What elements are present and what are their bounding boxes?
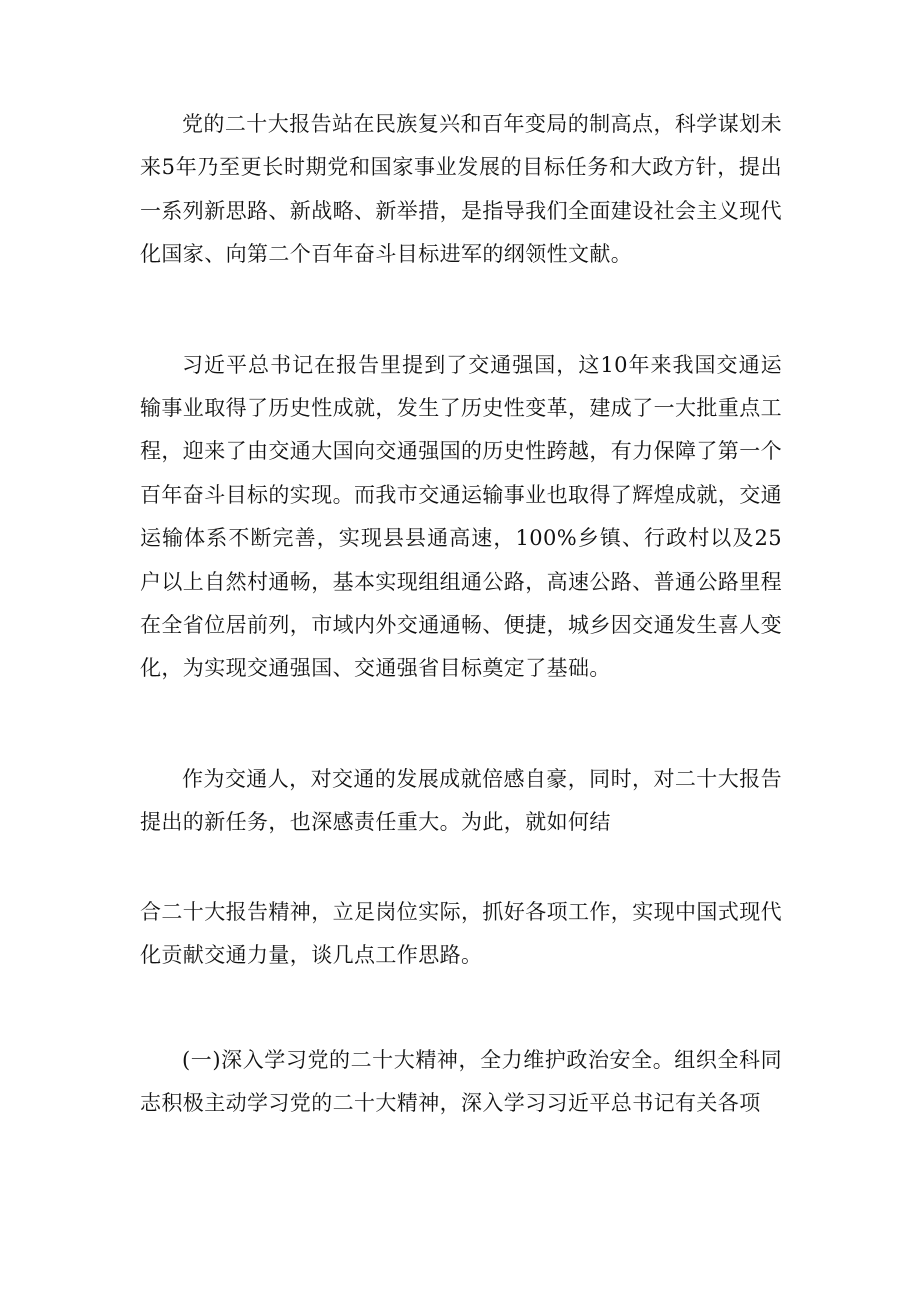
paragraph-section-one: (一)深入学习党的二十大精神，全力维护政治安全。组织全科同志积极主动学习党的二十大精神，深入学习习近平总书记有关各项 [140, 1047, 782, 1115]
paragraph-intro: 党的二十大报告站在民族复兴和百年变局的制高点，科学谋划未来5年乃至更长时期党和国家事业发展的目标任务和大政方针，提出一系列新思路、新战略、新举措，是指导我们全面建设社会主义现代化国家、向第二个百年奋斗目标进军的纲领性文献。 [140, 112, 782, 267]
document-body [140, 103, 782, 1125]
paragraph-work-ideas: 合二十大报告精神，立足岗位实际，抓好各项工作，实现中国式现代化贡献交通力量，谈几点工作思路。 [140, 899, 782, 968]
paragraph-transport-achievements: 习近平总书记在报告里提到了交通强国，这10年来我国交通运输事业取得了历史性成就，发生了历史性变革，建成了一大批重点工程，迎来了由交通大国向交通强国的历史性跨越，有力保障了第一个百年奋斗目标的实现。而我市交通运输事业也取得了辉煌成就，交通运输体系不断完善，实现县县通高速，100%乡镇、行政村以及25户以上自然村通畅，基本实现组组通公路，高速公路、普通公路里程在全省位居前列，市域内外交通通畅、便捷，城乡因交通发生喜人变化，为实现交通强国、交通强省目标奠定了基础。 [140, 352, 782, 681]
paragraph-responsibility: 作为交通人，对交通的发展成就倍感自豪，同时，对二十大报告提出的新任务，也深感责任重大。为此，就如何结 [140, 766, 782, 835]
